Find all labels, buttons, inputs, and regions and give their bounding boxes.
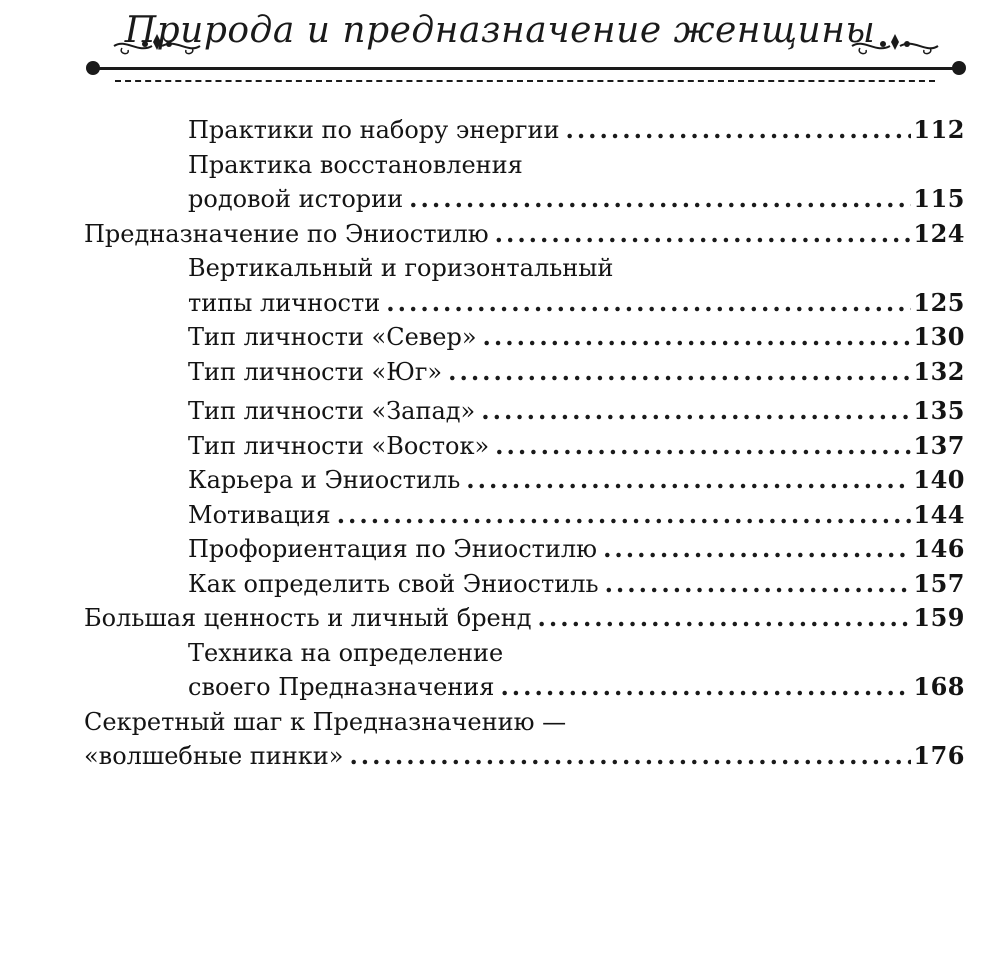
toc-entry-title: Практики по набору энергии: [188, 116, 560, 144]
toc-entry[interactable]: [0, 463, 1000, 498]
dot-leader: [495, 429, 911, 464]
toc-page-number: 157: [913, 568, 965, 598]
toc-entry-title: Тип личности «Север»: [188, 323, 477, 351]
toc-entry-title: Мотивация: [188, 500, 331, 529]
dot-leader: [337, 498, 912, 533]
toc-entry[interactable]: [0, 148, 1000, 217]
toc-entry-title: Техника на определение: [188, 638, 504, 667]
toc-entry-title: своего Предназначения: [188, 673, 495, 701]
running-header: [0, 0, 1000, 100]
dot-leader: [448, 355, 911, 390]
toc-page-number: 132: [913, 356, 965, 386]
toc-entry-title: Предназначение по Эниостилю: [84, 219, 489, 248]
header-dashed-rule: [115, 80, 935, 82]
toc-entry[interactable]: [0, 320, 1000, 355]
toc-entry-title: Как определить свой Эниостиль: [188, 569, 599, 598]
toc-entry-title: Профориентация по Эниостилю: [188, 535, 598, 563]
toc-page-number: 140: [913, 465, 965, 494]
toc-entry[interactable]: [0, 498, 1000, 533]
toc-entry-title: Вертикальный и горизонтальный: [188, 254, 614, 282]
toc-entry-title: Карьера и Эниостиль: [188, 466, 461, 494]
toc-entry-title: Тип личности «Восток»: [188, 431, 490, 460]
toc-page-number: 115: [913, 184, 965, 213]
toc-entry[interactable]: [0, 705, 1000, 774]
toc-entry[interactable]: [0, 355, 1000, 390]
dot-leader: [481, 394, 911, 429]
toc-entry-title: Тип личности «Юг»: [188, 357, 443, 386]
toc-page-number: 112: [913, 115, 965, 144]
dot-leader: [603, 532, 911, 567]
toc-entry-title: «волшебные пинки»: [84, 742, 344, 770]
dot-leader: [605, 567, 912, 602]
toc-page-number: 159: [913, 603, 965, 632]
dot-leader: [500, 670, 911, 705]
toc-entry[interactable]: [0, 636, 1000, 705]
toc-entry-title: типы личности: [188, 288, 381, 317]
dot-leader: [483, 320, 912, 355]
toc-page-number: 130: [913, 322, 965, 351]
dot-leader: [565, 113, 911, 148]
toc-page-number: 137: [913, 430, 965, 460]
header-rule: [94, 67, 959, 70]
toc-entry[interactable]: [0, 113, 1000, 148]
fleuron-ornament-icon: [850, 28, 940, 58]
header-title: Природа и предназначение женщины: [124, 10, 876, 51]
toc-entry[interactable]: [0, 532, 1000, 567]
toc-page-number: 124: [913, 218, 965, 248]
dot-leader: [409, 182, 911, 217]
toc-entry[interactable]: [0, 567, 1000, 602]
dot-leader: [538, 601, 912, 636]
toc-entry-title: родовой истории: [188, 185, 404, 213]
toc-page-number: 144: [913, 499, 965, 529]
toc-page-number: 125: [913, 287, 965, 317]
toc-page-number: 176: [913, 741, 965, 770]
toc-page-number: 146: [913, 534, 965, 563]
toc-entry[interactable]: [0, 429, 1000, 464]
toc-entry[interactable]: [0, 394, 1000, 429]
dot-leader: [386, 286, 911, 321]
toc-entry-title: Тип личности «Запад»: [188, 397, 476, 425]
toc-entry[interactable]: [0, 217, 1000, 252]
toc-entry[interactable]: [0, 601, 1000, 636]
table-of-contents: [0, 113, 1000, 774]
toc-page-number: 135: [913, 396, 965, 425]
toc-page-number: 168: [913, 672, 965, 701]
toc-entry-title: Большая ценность и личный бренд: [84, 604, 532, 632]
rule-end-dot: [952, 61, 966, 75]
toc-entry[interactable]: [0, 251, 1000, 320]
dot-leader: [349, 739, 911, 774]
toc-entry-title: Секретный шаг к Предназначению —: [84, 707, 567, 736]
toc-entry-title: Практика восстановления: [188, 150, 523, 179]
dot-leader: [495, 217, 912, 252]
dot-leader: [466, 463, 911, 498]
